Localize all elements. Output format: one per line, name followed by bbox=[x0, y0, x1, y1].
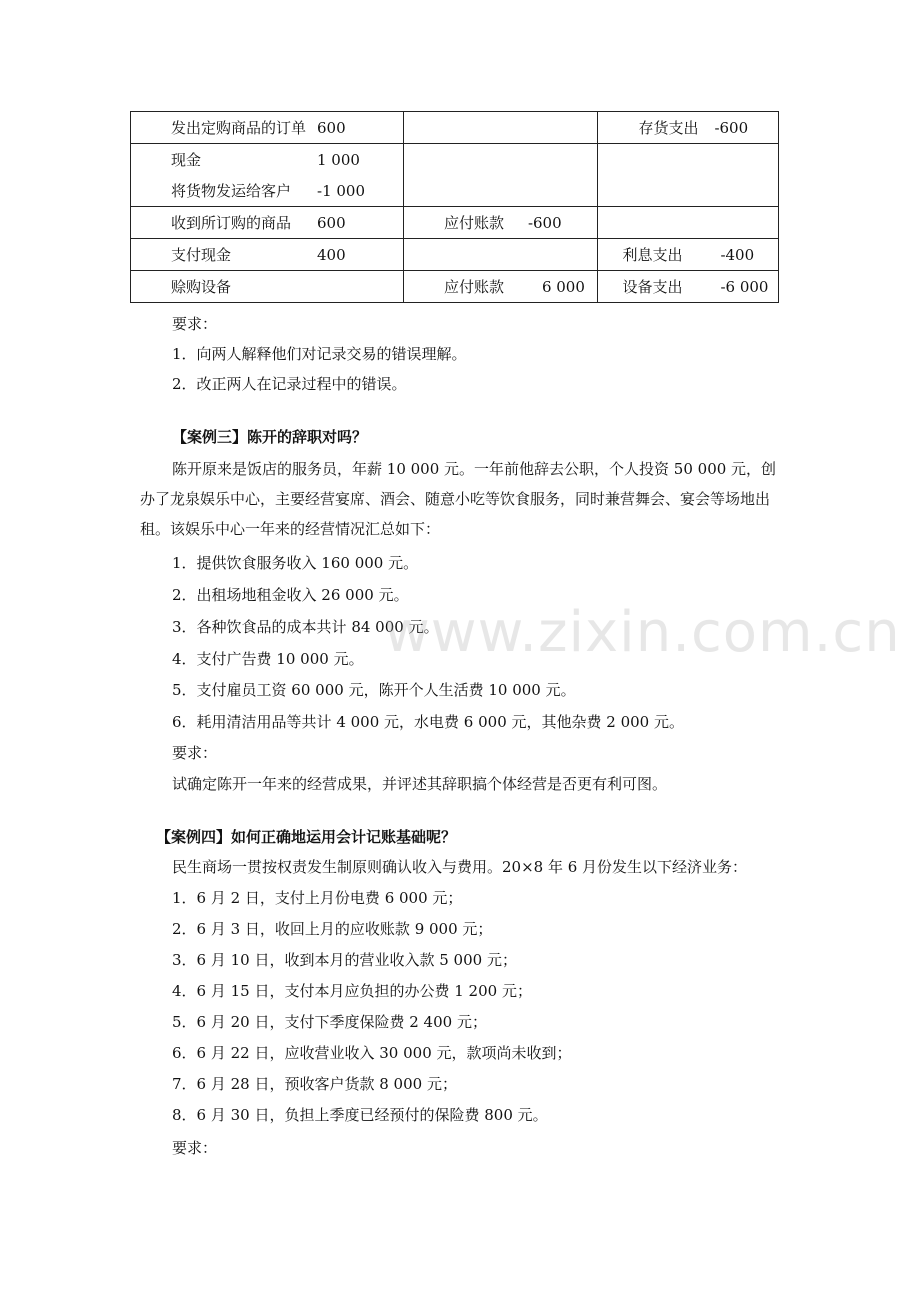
account-amount: -600 bbox=[527, 213, 562, 232]
table-row bbox=[131, 239, 779, 271]
expense-name: 设备支出 bbox=[622, 278, 683, 296]
list-item: 1．向两人解释他们对记录交易的错误理解。 bbox=[172, 345, 467, 363]
list-item: 2．6 月 3 日，收回上月的应收账款 9 000 元； bbox=[172, 920, 493, 938]
transaction-item: 现金 bbox=[171, 151, 202, 169]
list-item: 1．提供饮食服务收入 160 000 元。 bbox=[172, 554, 419, 572]
table-row bbox=[131, 207, 779, 239]
transaction-table bbox=[130, 111, 779, 303]
expense-amount: -6 000 bbox=[720, 277, 769, 296]
expense-name: 存货支出 bbox=[638, 119, 699, 137]
transaction-item: 发出定购商品的订单 bbox=[171, 119, 307, 137]
account-name: 应付账款 bbox=[443, 278, 504, 296]
item-amount: -1 000 bbox=[317, 181, 366, 200]
item-amount: 600 bbox=[317, 118, 346, 137]
case4-title: 【案例四】如何正确地运用会计记账基础呢？ bbox=[156, 828, 457, 846]
list-item: 1．6 月 2 日，支付上月份电费 6 000 元； bbox=[172, 889, 463, 907]
requirement-label: 要求： bbox=[172, 315, 218, 333]
list-item: 7．6 月 28 日，预收客户货款 8 000 元； bbox=[172, 1075, 457, 1093]
expense-name: 利息支出 bbox=[622, 246, 683, 264]
list-item: 5．6 月 20 日，支付下季度保险费 2 400 元； bbox=[172, 1013, 487, 1031]
watermark: www.zixin.com.cn bbox=[384, 600, 901, 665]
transaction-item: 支付现金 bbox=[171, 246, 232, 264]
case4-intro: 民生商场一贯按权责发生制原则确认收入与费用。20×8 年 6 月份发生以下经济业务： bbox=[172, 858, 748, 876]
table-row bbox=[131, 112, 779, 144]
list-item: 2．改正两人在记录过程中的错误。 bbox=[172, 375, 407, 393]
list-item: 4．6 月 15 日，支付本月应负担的办公费 1 200 元； bbox=[172, 982, 532, 1000]
list-item: 8．6 月 30 日，负担上季度已经预付的保险费 800 元。 bbox=[172, 1106, 548, 1124]
requirement-label: 要求： bbox=[172, 1139, 218, 1157]
table-row bbox=[131, 271, 779, 303]
list-item: 5．支付雇员工资 60 000 元，陈开个人生活费 10 000 元。 bbox=[172, 681, 576, 699]
item-amount: 600 bbox=[317, 213, 346, 232]
list-item: 2．出租场地租金收入 26 000 元。 bbox=[172, 586, 409, 604]
case3-title: 【案例三】陈开的辞职对吗？ bbox=[172, 428, 368, 446]
list-item: 4．支付广告费 10 000 元。 bbox=[172, 650, 364, 668]
account-amount: 6 000 bbox=[541, 277, 585, 296]
transaction-item: 收到所订购的商品 bbox=[171, 214, 292, 232]
item-amount: 1 000 bbox=[317, 150, 360, 169]
list-item: 6．耗用清洁用品等共计 4 000 元，水电费 6 000 元，其他杂费 2 000 元。 bbox=[172, 713, 684, 731]
item-amount: 400 bbox=[317, 245, 346, 264]
list-item: 6．6 月 22 日，应收营业收入 30 000 元，款项尚未收到； bbox=[172, 1044, 572, 1062]
expense-amount: -400 bbox=[720, 245, 755, 264]
account-name: 应付账款 bbox=[443, 214, 504, 232]
list-item: 3．各种饮食品的成本共计 84 000 元。 bbox=[172, 618, 439, 636]
requirement-label: 要求： bbox=[172, 744, 218, 762]
list-item: 3．6 月 10 日，收到本月的营业收入款 5 000 元； bbox=[172, 951, 517, 969]
case3-intro: 陈开原来是饭店的服务员，年薪 10 000 元。一年前他辞去公职，个人投资 50 000 元，创办了龙泉娱乐中心，主要经营宴席、酒会、随意小吃等饮食服务，同时兼营舞会、宴会等场地出租。该娱乐中心一年来的经营情况汇总如下： bbox=[140, 460, 777, 538]
requirement-text: 试确定陈开一年来的经营成果，并评述其辞职搞个体经营是否更有利可图。 bbox=[172, 775, 668, 793]
transaction-item: 赊购设备 bbox=[171, 278, 232, 296]
expense-amount: -600 bbox=[714, 118, 749, 137]
transaction-item: 将货物发运给客户 bbox=[171, 182, 292, 200]
table-row bbox=[131, 144, 779, 207]
